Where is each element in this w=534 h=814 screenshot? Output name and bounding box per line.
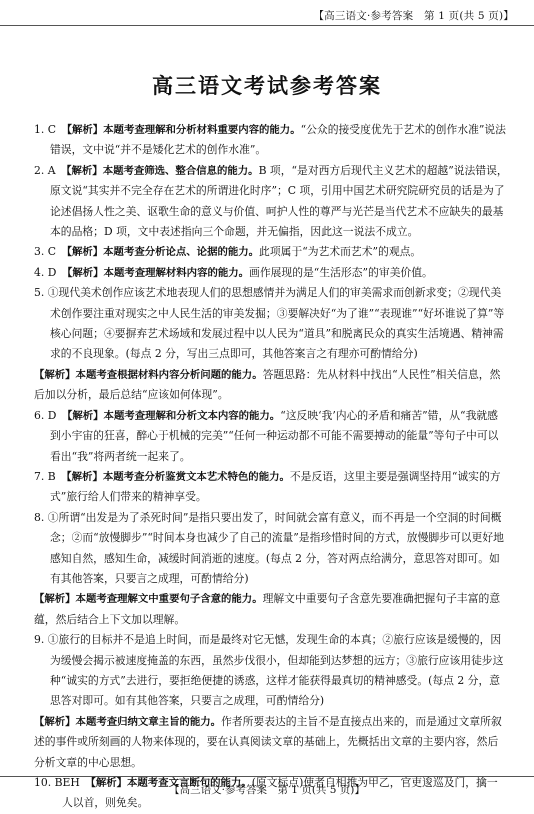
answer-text: (原文标点)使者自相推为甲乙，官吏逡巡及门，擒一人以首，则免矣。 xyxy=(62,776,498,810)
page-title: 高三语文考试参考答案 xyxy=(152,74,382,98)
answer-item-9 xyxy=(34,630,508,712)
analysis-label: 【解析】本题考查分析鉴赏文本艺术特色的能力。 xyxy=(66,470,290,483)
item-number: 5. xyxy=(34,286,48,300)
answer-item-4 xyxy=(34,263,508,283)
page-header: 【高三语文·参考答案 第 1 页(共 5 页)】 xyxy=(313,10,514,22)
answer-text: “这反映‘我’内心的矛盾和痛苦”错，从“我就感到小宇宙的狂喜，醉心于机械的完美”“任何一种运动都不可能不需要搏动的能量”等句子中可以看出“我”将两者统一起来了。 xyxy=(50,408,499,463)
answer-text: 画作展现的是“生活形态”的审美价值。 xyxy=(249,265,433,279)
answer-item-7 xyxy=(34,467,508,508)
answer-text: ①旅行的目标并不是追上时间，而是最终对它无憾，发现生命的本真；②旅行应该是缓慢的，因为缓慢会揭示被速度掩盖的东西，虽然步伐很小，但却能到达梦想的远方；③旅行应该用徒步这种“诚实的方式”去进行，要拒绝便捷的诱惑，这样才能获得最真切的精神感受。(每点 2 分，意思答对即可。如有其他答案，只要言之成理，可酌情给分) xyxy=(47,633,504,708)
answer-text: ①现代美术创作应该艺术地表现人们的思想感情并为满足人们的审美需求而创新求变；②现代美术创作要注重对现实之中人民生活的审美发掘；③要解决好“为了谁”“表现谁”“好坏谁说了算”等核心问题；④要摒弃艺术场域和发展过程中以人民为“道具”和脱离民众的真实生活境遇、精神需求的不良现象。(每点 2 分，写出三点即可，其他答案言之有理亦可酌情给分) xyxy=(47,286,505,361)
analysis-label: 【解析】本题考查文言断句的能力。 xyxy=(90,777,252,789)
answer-text: 此项属于“为艺术而艺术”的观点。 xyxy=(259,245,422,259)
answer-text: B 项，“是对西方后现代主义艺术的超越”说法错误，原文说“其实并不完全存在艺术的所谓进化时序”；C 项，引用中国艺术研究院研究员的话是为了论述倡扬人性之美、讴歌生命的意义与价值、呵护人性的尊严与光芒是当代艺术不应缺失的最基本的品格；D 项，文中表述指向三个命题，并无偏指，因此这一说法不成立。 xyxy=(50,163,508,239)
analysis-label: 【解析】本题考查理解和分析材料重要内容的能力。 xyxy=(66,124,301,136)
analysis-label: 【解析】本题考查归纳文章主旨的能力。 xyxy=(34,715,222,728)
analysis-label: 【解析】本题考查根据材料内容分析问题的能力。 xyxy=(34,368,263,381)
answer-item-2 xyxy=(34,161,508,243)
answer-item-6 xyxy=(34,406,508,467)
item-number: 9. xyxy=(34,633,48,647)
item-number: 7. B xyxy=(34,469,67,483)
item-number: 8. xyxy=(34,510,48,524)
answer-item-1 xyxy=(34,120,508,161)
answer-item-8 xyxy=(34,508,508,590)
item-number: 4. D xyxy=(34,265,68,279)
answer-text: ①所谓“出发是为了杀死时间”是指只要出发了，时间就会富有意义，而不再是一个空洞的时间概念；②而“放慢脚步”“时间本身也减少了自己的流量”是指珍惜时间的方式，放慢脚步可以更好地感知自然，感知生命，减缓时间消逝的速度。(每点 2 分，答对两点给满分，意思答对即可。如有其他答案，只要言之成理，可酌情给分) xyxy=(47,510,504,585)
answer-analysis-5 xyxy=(34,365,508,406)
answer-text: 不是反语，这里主要是强调坚持用“诚实的方式”旅行给人们带来的精神享受。 xyxy=(50,469,501,504)
answer-text: “公众的接受度优先于艺术的创作水准”说法错误，文中说“并不是矮化艺术的创作水准”。 xyxy=(50,123,506,157)
page-footer: 【高三语文·参考答案 第 1 页(共 5 页)】 xyxy=(169,784,365,796)
answer-item-5 xyxy=(34,283,508,365)
analysis-text: 作者所要表达的主旨不是直接点出来的，而是通过文章所叙述的事件或所刻画的人物来体现的，要在认真阅读文章的基础上，先概括出文章的主要内容，然后分析文章的中心思想。 xyxy=(34,714,502,769)
analysis-text: 理解文中重要句子含意先要准确把握句子丰富的意蕴，然后结合上下文加以理解。 xyxy=(34,592,501,626)
item-number: 10. BEH xyxy=(34,776,91,789)
item-number: 1. C xyxy=(34,123,67,136)
item-number: 6. D xyxy=(34,408,68,422)
answer-item-3 xyxy=(34,242,508,262)
analysis-label: 【解析】本题考查筛选、整合信息的能力。 xyxy=(66,164,259,177)
analysis-label: 【解析】本题考查理解材料内容的能力。 xyxy=(67,266,250,279)
item-number: 2. A xyxy=(34,163,67,177)
analysis-text: 答题思路：先从材料中找出“人民性”相关信息，然后加以分析，最后总结“应该如何体现”。 xyxy=(34,367,501,402)
footer-divider xyxy=(0,776,534,777)
analysis-label: 【解析】本题考查理解文中重要句子含意的能力。 xyxy=(34,593,263,606)
answer-list xyxy=(34,120,508,814)
header-divider xyxy=(0,25,534,26)
analysis-label: 【解析】本题考查分析论点、论据的能力。 xyxy=(66,246,260,259)
answer-analysis-8 xyxy=(34,589,508,630)
analysis-label: 【解析】本题考查理解和分析文本内容的能力。 xyxy=(67,409,281,422)
item-number: 3. C xyxy=(34,245,67,259)
answer-analysis-9 xyxy=(34,712,508,773)
